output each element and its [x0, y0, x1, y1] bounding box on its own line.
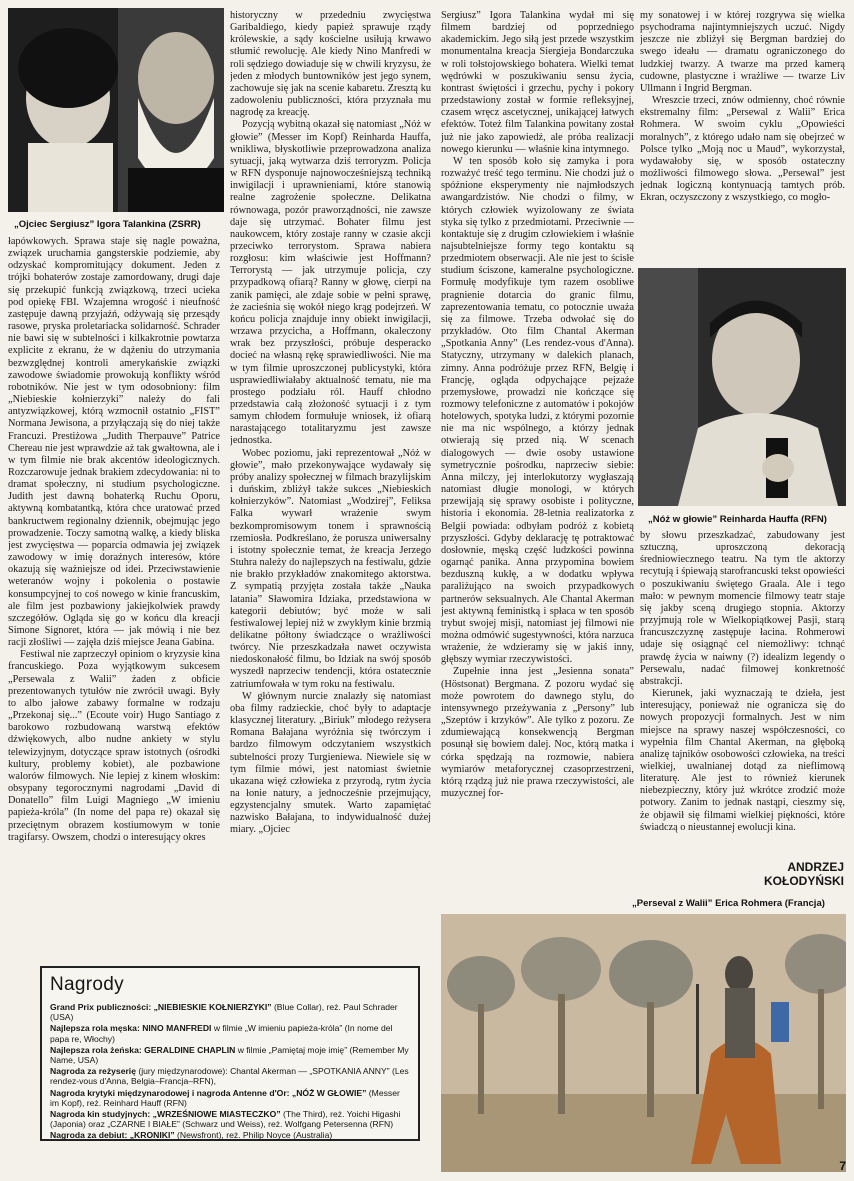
award-item [50, 1023, 410, 1043]
awards-list [50, 1002, 410, 1141]
award-category: Nagroda kin studyjnych: [50, 1109, 153, 1120]
article-paragraph: W ten sposób koło się zamyka i pora rozważyć treść tego terminu. Nie chodzi już o spóźnione eksperymenty nie najmłodszych awangardzistów. Nie chodzi o filmy, w których człowiek wyizolowany ze świata styka się tylko z przedmiotami. Przeciwnie — kontaktuje się z drugim człowiekiem i właśnie najsubtelniejsze formy tego kontaktu są przedmiotem obserwacji. Ale nie jest to ścisłe studium ściszone, kameralne psychologiczne. Formułę modyfikuje tym razem osobliwe pragnienie dotarcia do granic filmu, zaprezentowania tematu, co potocznie uważa się za filmowe. Trzeba odwołać się do przykładów. Oto film Chantal Akerman „Spotkania Anny” (Les rendez-vous d'Anna). Statyczny, utrzymany w dalekich planach, zimny. Anna podróżuje przez RFN, Belgię i Francję, ogląda odpychające pejzaże przemysłowe, prowadzi nie kończące się rozmowy telefoniczne z automatów i pokojów hotelowych, spotyka ludzi, z którymi pozornie nie ma nic wspólnego, a którzy jednak otwierają się przed nią. W scenach dialogowych — dwie osoby ustawione symetrycznie pośrodku, naprzeciw siebie: Anna milczy, jej interlokutorzy wygłaszają natomiast długie monologi, w których przewijają się sprawy osobiste i polityczne, historia i ekonomia. 28-letnia realizatorka z Belgii powiada: odbyłam podróż z kobietą przyszłości. Gdyby deklarację tę potraktować dosłownie, męską część ludzkości powinna ogarnąć panika. Anna przypomina bowiem bezduszną kukłę, a w dodatku wpływa paraliżująco na swoich przypadkowych partnerów seksualnych. Ale Chantal Akerman jest aktywną feministką i spłaca w ten sposób trybut swojej misji, natomiast jej filmowi nie można odmówić sugestywności, która narzuca wrażenie, że wdzieramy się w jakiś inny, głębszy wymiar rzeczywistości. [441, 155, 634, 666]
article-paragraph: Sergiusz” Igora Talankina wydał mi się filmem bardziej od poprzedniego akademickim. Jego siłą jest przede wszystkim monumentalna kreacja Siergieja Bondarczuka w roli tołstojowskiego bohatera. Wielki temat wędrówki w poszukiwaniu sensu życia, kontrast świętości i grzechu, pychy i pokory przedstawiony został w formie refleksyjnej, czasem wręcz ascetycznej, unikającej łatwych efektów. Toteż film Talankina powitany został już nie jako zapowiedź, ale próba realizacji nowego kierunku — właśnie kina intymnego. [441, 10, 634, 155]
article-paragraph: Festiwal nie zaprzeczył opiniom o kryzysie kina francuskiego. Poza wyjątkowym sukcesem „Persewala z Walii” żaden z obficie prezentowanych tytułów nie zwrócił uwagi. Były to albo jałowe zabawy formalne w rodzaju „Przekonaj się...” (Ecoute voir) Hugo Santiago z barokowo rozbudowaną warstwą efektów dźwiękowych, albo nudne ankiety w stylu telewizyjnym, dotyczące spraw istotnych (ośrodki kultury, problemy kobiet), ale pozbawione walorów filmowych. Nie lepiej z kinem włoskim: obsypany tegorocznymi nagrodami „David di Donatello” film Luigi Magniego „W imieniu papieża-króla” (In nome del papa re) okazał się przeciętnym obrazem kostiumowym w tonie tragifarsy. Owszem, chodzi o interesujący okres [8, 649, 220, 843]
award-details: (Messer im Kopf), reż. Reinhard Hauff (RFN) [50, 1087, 400, 1108]
article-paragraph: Pozycją wybitną okazał się natomiast „Nóż w głowie” (Messer im Kopf) Reinharda Hauffa, wnikliwa, błyskotliwie przeprowadzona analiza sytuacji, jaką wytwarza dziś terroryzm. Policja w RFN dysponuje najnowocześniejszą techniką inwigilacji i uprawnieniami, które stanowią realne zagrożenie społeczne. Delikatna równowaga, pozór praworządności, nie zawsze daje się utrzymać. Bohater filmu jest naukowcem, który zostaje ranny w czasie akcji przeciwko terrorystom. Sprawa nabiera rozgłosu: kim właściwie jest Hoffmann? Terrorystą — jak utrzymuje policja, czy przypadkową ofiarą? Ranny w głowę, cierpi na zanik pamięci, ale zdaje sobie w pełni sprawę, że zacieśnia się wokół niego krąg podejrzeń. W końcu policja znajduje inny obiekt inwigilacji, wrzawa przycicha, a Hoffmann, okaleczony wrak bez przyszłości, próbuje desperacko docieć na własną rękę sprawiedliwości. Nie ma w tym filmie uproszczonej publicystyki, która usprawiedliwiałaby aktualność tematu, nie ma prostego podziału ról. Hauff chłodno przedstawia całą złożoność sytuacji i z tym samym chłodem formułuje wniosek, iż ofiarą narastającego totalitaryzmu jest zawsze jednostka. [230, 119, 431, 447]
author-last-name: KOŁODYŃSKI [763, 874, 844, 888]
award-winner: GERALDINE CHAPLIN [144, 1044, 236, 1055]
award-category: Nagroda za debiut: [50, 1130, 130, 1141]
caption-perseval-z-walii: „Perseval z Walii” Erica Rohmera (Francja) [632, 898, 825, 909]
caption-ojciec-sergiusz: „Ojciec Sergiusz” Igora Talankina (ZSRR) [14, 219, 201, 230]
article-paragraph: historyczny w przededniu zwycięstwa Garibaldiego, kiedy papież sprawuje rządy królewskie, a sądy kościelne usiłują krwawo stłumić rewolucję. Ale kiedy Nino Manfredi w roli sędziego dowiaduje się w chwili kryzysu, że jeden z młodych buntowników jest jego synem, zachowuje się jak na scenie kabaretu. Zresztą ku zadowoleniu publiczności, która przyznała mu nagrodę za kreację. [230, 10, 431, 119]
award-details: (Newsfront), reż. Philip Noyce (Australia) [174, 1130, 333, 1141]
article-paragraph: my sonatowej i w której rozgrywa się wielka psychodrama najintymniejszych uczuć. Nigdy jeszcze nie zbliżył się Bergman bardziej do swego ideału — dramatu ograniczonego do ludzkiej twarzy. A twarze ma przed kamerą cudowne, plastyczne i wrażliwe — twarze Liv Ullmann i Ingrid Bergman. [640, 10, 845, 94]
photo-perseval-z-walii [441, 914, 846, 1172]
caption-noz-w-glowie: „Nóż w głowie” Reinharda Hauffa (RFN) [648, 514, 827, 525]
awards-box [40, 966, 420, 1141]
article-paragraph: W głównym nurcie znalazły się natomiast oba filmy radzieckie, choć były to adaptacje klasycznej literatury. „Biriuk” młodego reżysera Romana Bałajana wyróżnia się twórczym i bardzo filmowym odczytaniem wszystkich subtelności prozy Turgieniewa. Niewiele się w tym filmie mówi, jest natomiast świetnie ukazana więź człowieka z przyrodą, rytm życia na łonie natury, a jednocześnie przejmujący, egzystencjalny smutek. Warto zapamiętać nazwisko Bałajana, to indywidualność dużej miary. „Ojciec [230, 690, 431, 836]
award-details: w filmie „Pamiętaj moje imię” (Remember My Name, USA) [50, 1044, 409, 1066]
article-text-col4a [640, 10, 845, 205]
award-winner: „NÓŻ W GŁOWIE” [291, 1087, 367, 1098]
award-winner: „WRZEŚNIOWE MIASTECZKO” [152, 1109, 281, 1120]
award-item [50, 1109, 410, 1129]
award-item [50, 1045, 410, 1065]
article-paragraph: by słowu przeszkadzać, zabudowany jest sztuczną, uproszczoną dekoracją średniowiecznego teatru. Na tym tle aktorzy recytują i śpiewają starofrancuski tekst opowieści o poszukiwaniu świętego Graala. Ale i tego mało: w pewnym momencie filmowy teatr staje się jakby sceną drugiego stopnia. Aktorzy przyjmują role w Wielkopiątkowej Pasji, starą francuszczyznę zastępuje łacina. Rohmerowi udaje się osiągnąć cel niemożliwy: tchnąć prawdę życia w naiwny (?) idealizm legendy o Persewalu, nadać filmowej konkretność abstrakcji. [640, 530, 845, 687]
award-winner: „NIEBIESKIE KOŁNIERZYKI” [153, 1002, 272, 1012]
article-paragraph: Wreszcie trzeci, znów odmienny, choć równie ekstremalny film: „Persewal z Walii” Erica Rohmera. W swoim cyklu „Opowieści moralnych”, z którego udało nam się obejrzeć w Polsce tylko „Moją noc u Maud”, wykorzystał, wydawałoby się, w sposób ostateczny możliwości filmowego słowa. „Persewal” jest jednak logiczną kontynuacją tamtych prób. Ekran, oczyszczony z wszystkiego, co mogło- [640, 95, 845, 204]
award-item [50, 1130, 410, 1140]
award-details: w filmie „W imieniu papieża-króla” (In nome del papa re, Włochy) [50, 1023, 393, 1044]
article-paragraph: Kierunek, jaki wyznaczają te dzieła, jest interesujący, ponieważ nie ogranicza się do nowych propozycji formalnych. Jest w nim miejsce na sprawy naszej współczesności, co wypełnia film Chantal Akerman, na głęboką analizę tajników osobowości człowieka, na treści wielkiej, uwalnianej dotąd za nieflimową literaturę. Ale jest to również kierunek niebezpieczny, który już wkrótce zrodzić może potwory. Zanim to jednak nastąpi, cieszmy się, że objawił się filmami wielkiej piękności, które świadczą o nieustannej ewolucji kina. [640, 688, 845, 833]
award-category: Nagroda krytyki międzynarodowej i nagroda Antenne d'Or: [50, 1087, 292, 1098]
article-text-col2 [230, 10, 431, 837]
award-details: (The Third), reż. Yoichi Higashi (Japonia) oraz „CZARNE I BIAŁE” (Schwarz und Weiss), reż. Wolfgang Petersenna (RFN) [50, 1109, 401, 1130]
article-column-2 [230, 10, 431, 963]
award-category: Grand Prix publiczności: [50, 1002, 154, 1012]
article-paragraph: Zupełnie inna jest „Jesienna sonata” (Höstsonat) Bergmana. Z pozoru wydać się może powrotem do dawnego stylu, do intensywnego przeżywania z „Persony” lub „Szeptów i krzyków”. Ale tylko z pozoru. Ze zdumiewającą konsekwencją Bergman posunął się bowiem dalej. Noc, którą matka i córka spędzają na rozmowie, nabiera wymiarów metaforycznej czasoprzestrzeni, którą rządzą już nie prawa rzeczywistości, ale muzycznej for- [441, 666, 634, 799]
article-column-4-bottom [640, 530, 845, 860]
film-still-image [638, 268, 846, 506]
article-column-1 [8, 236, 220, 953]
award-category: Nagroda za reżyserię [50, 1066, 139, 1077]
photo-ojciec-sergiusz [8, 8, 224, 212]
award-winner: NINO MANFREDI [142, 1023, 212, 1034]
author-first-name: ANDRZEJ [787, 860, 844, 874]
film-still-image [441, 914, 846, 1172]
page-number: 7 [839, 1159, 846, 1173]
award-winner: „KRONIKI” [129, 1130, 175, 1141]
photo-noz-w-glowie [638, 268, 846, 506]
award-category: Najlepsza rola męska: [50, 1023, 143, 1034]
award-item [50, 1002, 410, 1022]
article-text-col3 [441, 10, 634, 800]
award-details: (jury międzynarodowe): Chantal Akerman — „SPOTKANIA ANNY” (Les rendez-vous d'Anna, Belgia–Francja–RFN), [50, 1066, 409, 1087]
article-column-3 [441, 10, 634, 894]
author-signature [700, 860, 844, 888]
awards-title: Nagrody [50, 974, 124, 995]
article-column-4-top [640, 10, 845, 264]
article-paragraph: Wobec poziomu, jaki reprezentował „Nóż w głowie”, mało przekonywające wydawały się próby analizy społecznej w filmach brazylijskim i duńskim, zbliżył także sukces „Niebieskich kołnierzyków”. Natomiast „Wodzirej”, Feliksa Falka wywarł wrażenie swym bezkompromisowym tonem i sprawnością rzemiosła. Podkreślano, że porusza uniwersalny i istotny społecznie temat, że kreacja Jerzego Stuhra należy do najlepszych na festiwalu, gdzie nie brakło przykładów znakomitego aktorstwa. Z sympatią przyjęta została także „Nauka latania” Sławomira Idziaka, przedstawiona w kategorii debiutów; być może w sali festiwalowej lepiej niż w zwykłym kinie brzmią delikatne półtony świadczące o wrażliwości twórcy. Nie przeszkadzała nawet oczywista niedoskonałość filmu, bo Idziak na swój sposób wyszedł naprzeciw tendencji, która ostatecznie zatriumfowała w tym roku na festiwalu. [230, 447, 431, 690]
article-paragraph: łapówkowych. Sprawa staje się nagle poważna, związek uruchamia gangsterskie podziemie, aby odzyskać kompromitujący dokument. Jeden z trójki bohaterów zostaje zamordowany, drugi daje się przekupić funkcją związkową, trzeci ucieka pod opiekę FBI. Wzajemna wrogość i nieufność zastępuje dawną przyjaźń, odżywają się przesądy rasowe, pryska proletariacka solidarność. Schrader nie bawi się w subtelności i kilkakrotnie powtarza explicite z ekranu, że w dążeniu do utrzymania bezwzględnej kontroli amerykańskie związki zawodowe świadomie prowokują konflikty wśród robotników. Nie jest w tym odosobniony: film „Niebieskie kołnierzyki” należy do fali antyzwiązkowej, którą wzmocnił ostatnio „FIST” Normana Jewisona, a przyłączają się do niej także Francuzi. Prestiżowa „Judith Therpauve” Patrice Chereau nie jest wprawdzie aż tak gwałtowna, ale i w tym filmie nie brak akcentów ideologicznych. Rozczarowuje jednak brakiem zdecydowania: ni to dramat społeczny, ni studium psychologiczne. Judith jest dawną bohaterką Ruchu Oporu, aktywną kombatantką, która chce uratować przed bankructwem regionalny dziennik, obejmując jego prowadzenie. Toczy samotną walkę, a kiedy bliska jest zwycięstwa — poparcia odmawia jej związek zawodowy w imię doraźnych interesów, które okazują się ważniejsze od idei. Przeciwstawienie weteranów wojny i pokolenia o postawie konsumpcyjnej to coś nowego w kinie francuskim, ale film jest pozbawiony jakiejkolwiek prawdy szczegółów. Ogląda się go w końcu dla kreacji Simone Signoret, która — jak mówią i nie bez racji złośliwi — zajęła dziś miejsce Jeana Gabina. [8, 236, 220, 649]
film-still-image [8, 8, 224, 212]
award-item [50, 1088, 410, 1108]
award-details: (Blue Collar), reż. Paul Schrader (USA) [50, 1002, 398, 1023]
article-text-col1 [8, 236, 220, 844]
article-text-col4b [640, 530, 845, 834]
award-item [50, 1066, 410, 1086]
award-category: Najlepsza rola żeńska: [50, 1044, 145, 1055]
